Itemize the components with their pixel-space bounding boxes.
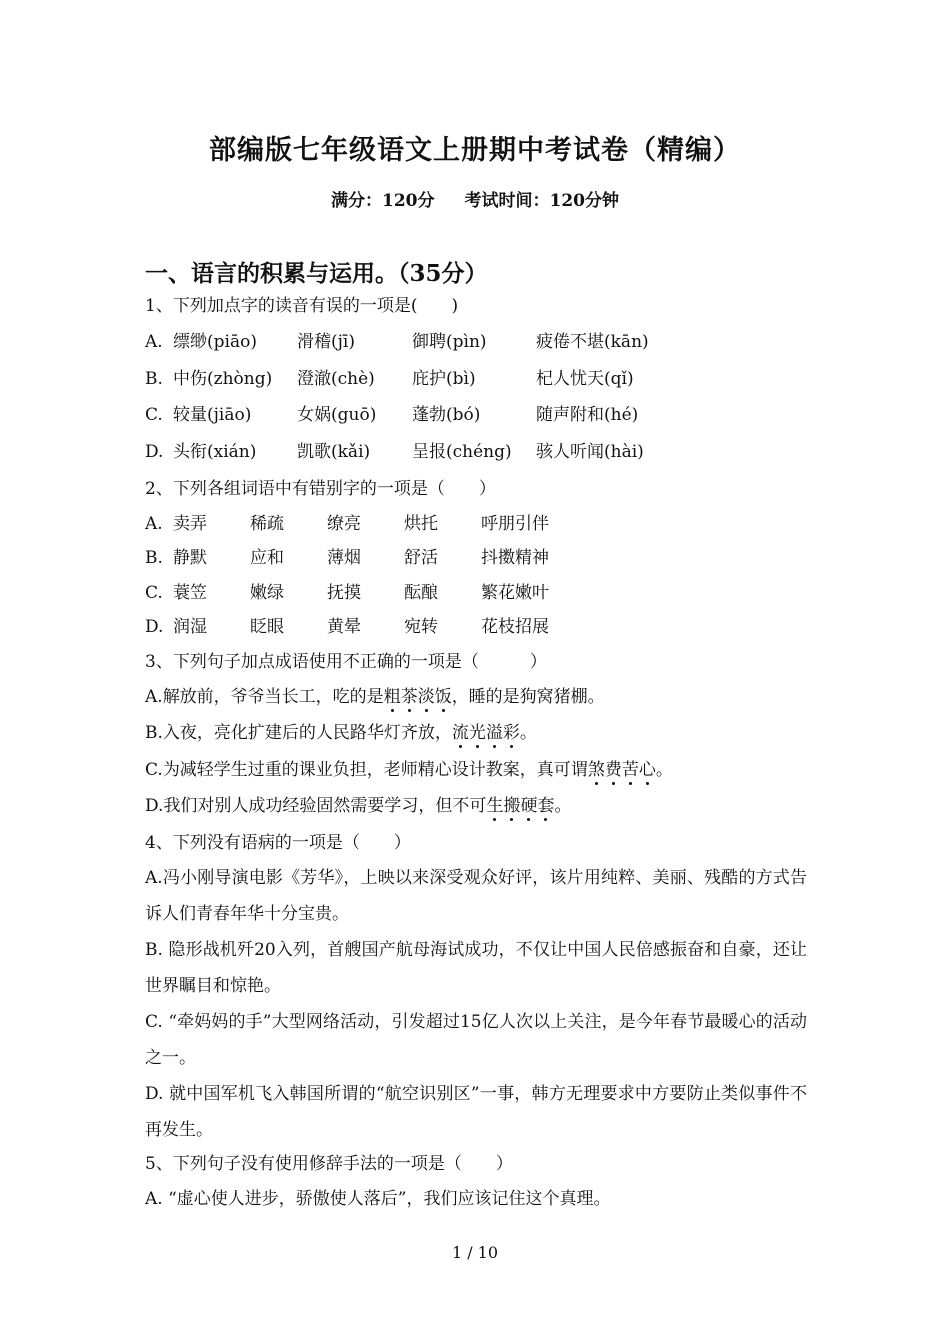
option-item: 女娲(guō): [297, 405, 377, 425]
option-label: C.: [145, 405, 163, 425]
option-label: A.: [145, 687, 163, 707]
option-item: 酝酿: [404, 583, 438, 603]
q3-option-c: [145, 758, 673, 782]
option-item: 头衔(xián): [173, 442, 257, 462]
option-item: 庇护(bì): [412, 369, 476, 389]
emphasis-char: 彩: [502, 723, 520, 743]
option-item: 应和: [250, 548, 284, 568]
option-label: A.: [145, 332, 163, 352]
q4-option-a: A.冯小刚导演电影《芳华》，上映以来深受观众好评，该片用纯粹、美丽、残酷的方式告诉人们青春年华十分宝贵。: [145, 868, 807, 924]
option-item: 澄澈(chè): [297, 369, 375, 389]
option-item: 杞人忧天(qǐ): [536, 369, 634, 389]
q2-option-b: [145, 546, 549, 570]
option-text: 。: [655, 760, 673, 780]
emphasis-char: 流: [451, 723, 469, 743]
option-item: 稀疏: [250, 514, 284, 534]
option-text: 。: [554, 796, 572, 816]
emphasis-char: 饭: [434, 687, 452, 707]
q2-option-a: [145, 512, 549, 536]
q1-option-b: [145, 367, 634, 391]
q3-option-b: [145, 721, 537, 745]
q4-option-c: C. “牵妈妈的手”大型网络活动，引发超过15亿人次以上关注，是今年春节最暖心的活动之一。: [145, 1012, 807, 1068]
option-item: 繁花嫩叶: [481, 583, 549, 603]
question-2-stem: 2、下列各组词语中有错别字的一项是（ ）: [145, 479, 496, 499]
option-item: 卖弄: [173, 514, 207, 534]
full-score: 满分：120分: [331, 191, 435, 211]
option-item: 花枝招展: [481, 617, 549, 637]
dotted-idiom: [486, 796, 554, 816]
emphasis-char: 心: [638, 760, 656, 780]
option-item: 缥缈(piāo): [173, 332, 257, 352]
option-item: 舒活: [404, 548, 438, 568]
q3-option-a: [145, 685, 605, 709]
q4-option-d: D. 就中国军机飞入韩国所谓的“航空识别区”一事，韩方无理要求中方要防止类似事件不再发生。: [145, 1084, 807, 1140]
option-item: 润湿: [173, 617, 207, 637]
option-item: 缭亮: [327, 514, 361, 534]
dotted-idiom: [384, 687, 452, 707]
option-label: A.: [145, 514, 163, 534]
option-label: D.: [145, 442, 164, 462]
emphasis-char: 光: [468, 723, 486, 743]
option-item: 随声附和(hé): [536, 405, 639, 425]
question-1-stem: 1、下列加点字的读音有误的一项是( ): [145, 296, 459, 316]
option-item: 疲倦不堪(kān): [536, 332, 649, 352]
exam-time: 考试时间：120分钟: [464, 191, 619, 211]
option-label: C.: [145, 583, 163, 603]
option-text: 我们对别人成功经验固然需要学习，但不可: [163, 796, 487, 816]
option-item: 黄晕: [327, 617, 361, 637]
q1-option-a: [145, 330, 649, 354]
emphasis-char: 套: [537, 796, 555, 816]
option-item: 凯歌(kǎi): [297, 442, 371, 462]
page-title: 部编版七年级语文上册期中考试卷（精编）: [209, 135, 741, 166]
option-item: 蓑笠: [173, 583, 207, 603]
q2-option-d: [145, 615, 549, 639]
emphasis-char: 硬: [520, 796, 538, 816]
option-text: 入夜，亮化扩建后的人民路华灯齐放，: [162, 723, 452, 743]
exam-meta: [0, 186, 950, 211]
question-3-stem: 3、下列句子加点成语使用不正确的一项是（ ）: [145, 652, 547, 672]
emphasis-char: 溢: [485, 723, 503, 743]
option-text: 。: [519, 723, 537, 743]
dotted-idiom: [588, 760, 656, 780]
emphasis-char: 费: [604, 760, 622, 780]
question-5-stem: 5、下列句子没有使用修辞手法的一项是（ ）: [145, 1154, 513, 1174]
q4-option-b: B. 隐形战机歼20入列，首艘国产航母海试成功，不仅让中国人民倍感振奋和自豪，还让世界瞩目和惊艳。: [145, 940, 807, 996]
emphasis-char: 苦: [621, 760, 639, 780]
emphasis-char: 淡: [417, 687, 435, 707]
option-label: D.: [145, 796, 164, 816]
option-item: 呈报(chéng): [412, 442, 512, 462]
dotted-idiom: [452, 723, 520, 743]
option-item: 骇人听闻(hài): [536, 442, 644, 462]
option-item: 蓬勃(bó): [412, 405, 481, 425]
option-item: 烘托: [404, 514, 438, 534]
option-item: 滑稽(jī): [297, 332, 355, 352]
option-label: C.: [145, 760, 163, 780]
option-label: B.: [145, 369, 163, 389]
option-item: 宛转: [404, 617, 438, 637]
option-item: 较量(jiāo): [173, 405, 252, 425]
option-label: B.: [145, 723, 163, 743]
q1-option-d: [145, 440, 644, 464]
question-4-stem: 4、下列没有语病的一项是（ ）: [145, 833, 411, 853]
option-item: 抖擞精神: [481, 548, 549, 568]
option-text: ，睡的是狗窝猪棚。: [451, 687, 605, 707]
option-item: 眨眼: [250, 617, 284, 637]
q2-option-c: [145, 581, 549, 605]
emphasis-char: 生: [486, 796, 504, 816]
option-item: 薄烟: [327, 548, 361, 568]
q1-option-c: [145, 403, 638, 427]
page-number: 1 / 10: [451, 1243, 499, 1262]
emphasis-char: 茶: [400, 687, 418, 707]
section-heading: 一、语言的积累与运用。（35分）: [145, 260, 488, 287]
option-item: 呼朋引伴: [481, 514, 549, 534]
option-item: 抚摸: [327, 583, 361, 603]
option-item: 嫩绿: [250, 583, 284, 603]
q3-option-d: [145, 794, 571, 818]
option-text: 为减轻学生过重的课业负担，老师精心设计教案，真可谓: [162, 760, 588, 780]
option-label: B.: [145, 548, 163, 568]
option-item: 中伤(zhòng): [173, 369, 273, 389]
option-text: 解放前，爷爷当长工，吃的是: [162, 687, 384, 707]
emphasis-char: 粗: [383, 687, 401, 707]
emphasis-char: 煞: [587, 760, 605, 780]
option-label: D.: [145, 617, 164, 637]
option-item: 静默: [173, 548, 207, 568]
q5-option-a: A. “虚心使人进步，骄傲使人落后”，我们应该记住这个真理。: [145, 1189, 611, 1209]
option-item: 御聘(pìn): [412, 332, 487, 352]
emphasis-char: 搬: [503, 796, 521, 816]
